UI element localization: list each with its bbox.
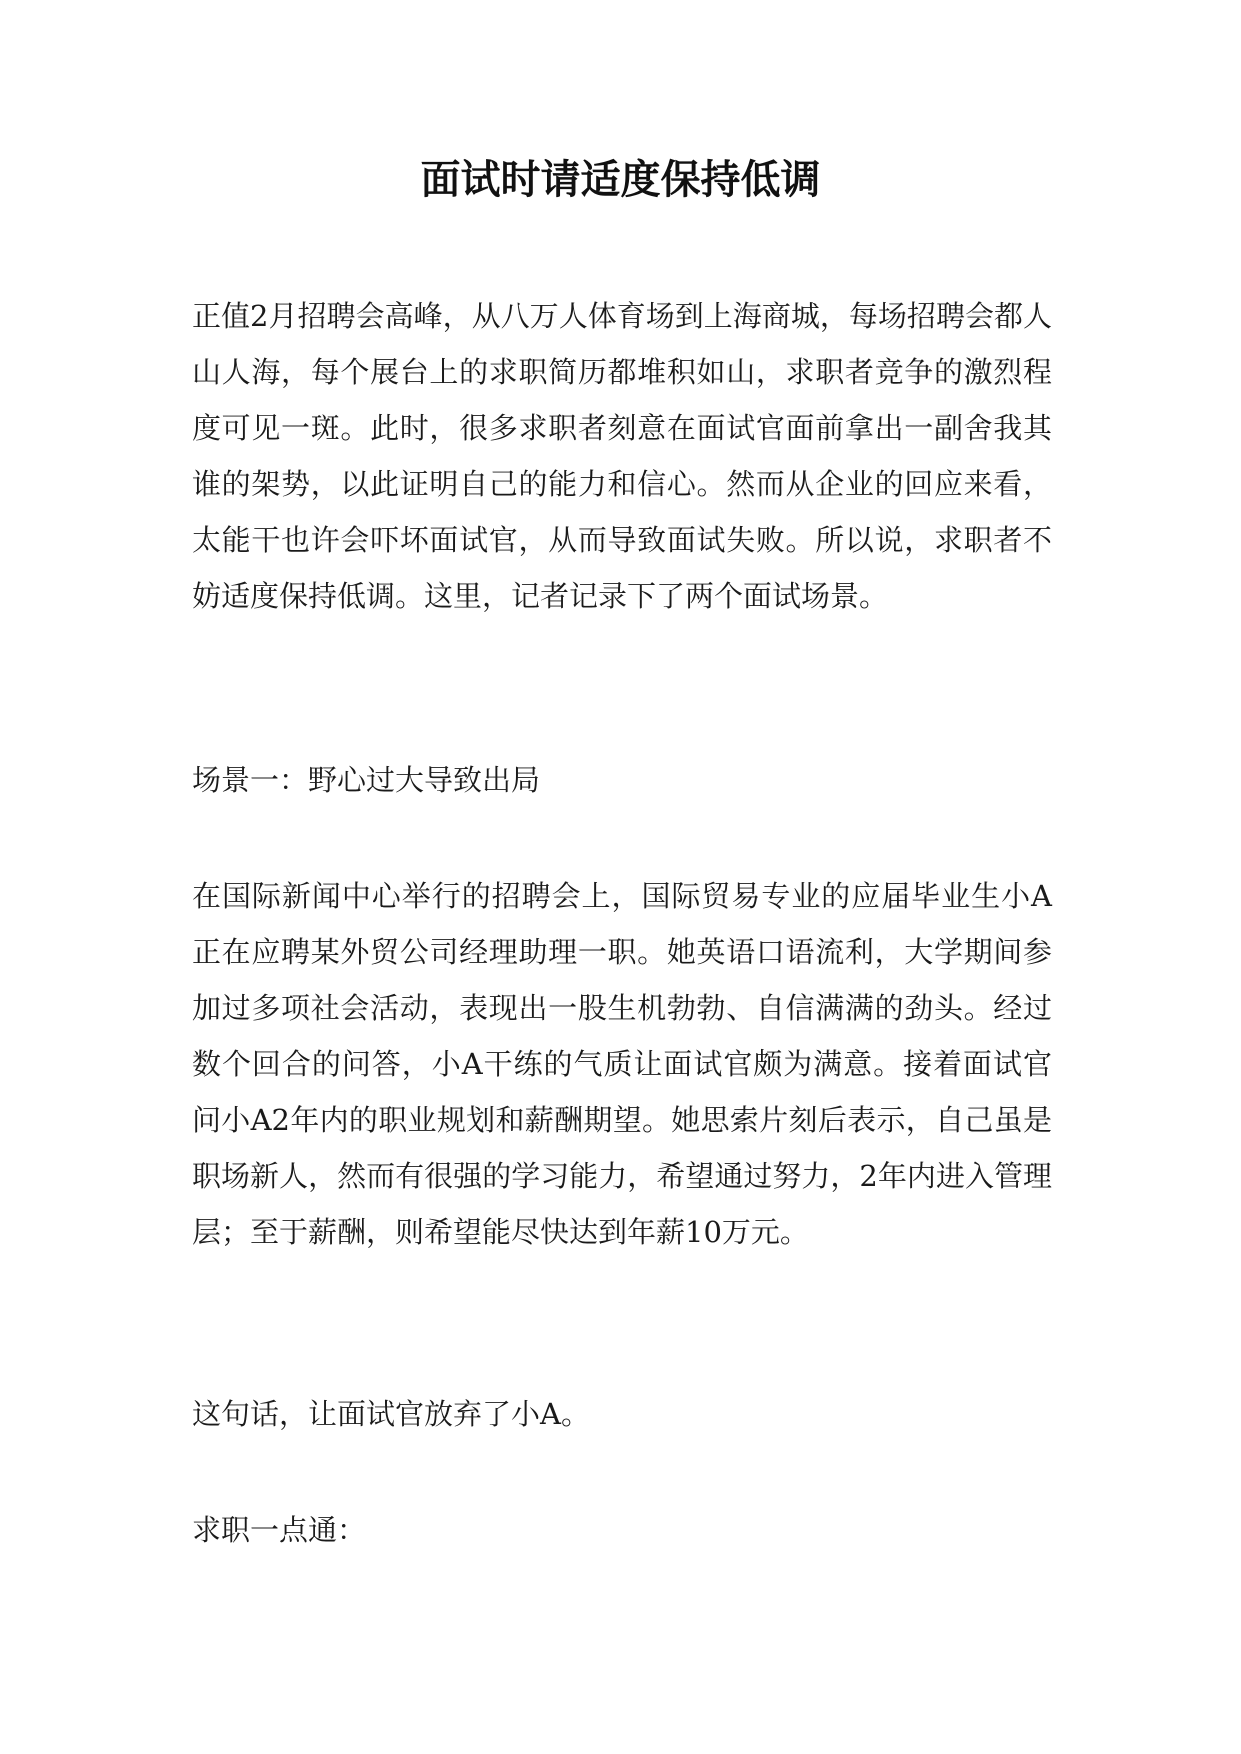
scene1-paragraph: 在国际新闻中心举行的招聘会上，国际贸易专业的应届毕业生小A正在应聘某外贸公司经理助理一职。她英语口语流利，大学期间参加过多项社会活动，表现出一股生机勃勃、自信满满的劲头。经过数个回合的问答，小A干练的气质让面试官颇为满意。接着面试官问小A2年内的职业规划和薪酬期望。她思索片刻后表示，自己虽是职场新人，然而有很强的学习能力，希望通过努力，2年内进入管理层；至于薪酬，则希望能尽快达到年薪10万元。 [192, 879, 1052, 1249]
document-title: 面试时请适度保持低调 [420, 156, 821, 203]
tip-heading: 求职一点通： [192, 1513, 367, 1547]
scene1-result-paragraph: 这句话，让面试官放弃了小A。 [192, 1397, 590, 1431]
scene1-heading: 场景一：野心过大导致出局 [192, 763, 541, 797]
intro-paragraph: 正值2月招聘会高峰，从八万人体育场到上海商城，每场招聘会都人山人海，每个展台上的求职简历都堆积如山，求职者竞争的激烈程度可见一斑。此时，很多求职者刻意在面试官面前拿出一副舍我其谁的架势，以此证明自己的能力和信心。然而从企业的回应来看，太能干也许会吓坏面试官，从而导致面试失败。所以说，求职者不妨适度保持低调。这里，记者记录下了两个面试场景。 [192, 299, 1052, 613]
